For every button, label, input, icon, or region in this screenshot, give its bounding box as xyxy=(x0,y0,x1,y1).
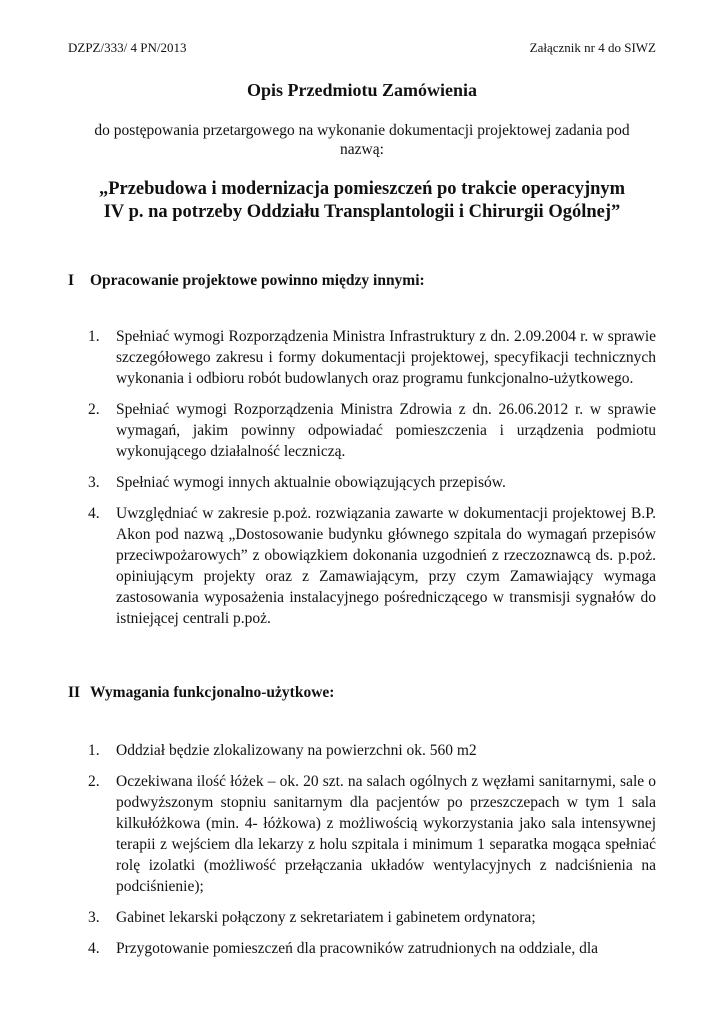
project-title-line-2: IV p. na potrzeby Oddziału Transplantologii i Chirurgii Ogólnej” xyxy=(103,202,621,222)
list-item-number: 1. xyxy=(88,328,100,345)
project-title-line-1: „Przebudowa i modernizacja pomieszczeń po trakcie operacyjnym xyxy=(98,179,626,199)
section-1-title: Opracowanie projektowe powinno między innymi: xyxy=(90,272,425,289)
section-2-list xyxy=(88,740,656,969)
document-reference: DZPZ/333/ 4 PN/2013 xyxy=(68,40,187,55)
section-2-heading xyxy=(68,684,334,702)
list-item-text: Gabinet lekarski połączony z sekretariatem i gabinetem ordynatora; xyxy=(116,909,536,926)
list-item-number: 3. xyxy=(88,474,100,491)
list-item xyxy=(88,472,656,493)
list-item xyxy=(88,326,656,389)
list-item-text: Spełniać wymogi innych aktualnie obowiązujących przepisów. xyxy=(116,474,506,491)
list-item-number: 2. xyxy=(88,401,100,418)
list-item-text: Spełniać wymogi Rozporządzenia Ministra Infrastruktury z dn. 2.09.2004 r. w sprawie szczegółowego zakresu i formy dokumentacji projektowej, specyfikacji technicznych wykonania i odbioru robót budowlanych oraz programu funkcjonalno-użytkowego. xyxy=(116,328,656,387)
list-item-text: Uwzględniać w zakresie p.poż. rozwiązania zawarte w dokumentacji projektowej B.P. Akon pod nazwą „Dostosowanie budynku głównego szpitala do wymagań przepisów przeciwpożarowych” z obowiązkiem dokonania uzgodnień z rzeczoznawcą ds. p.poż. opiniującym projekty oraz z Zamawiającym, przy czym Zamawiający wymaga zastosowania wyposażenia instalacyjnego pośredniczącego w transmisji sygnałów do istniejącej centrali p.poż. xyxy=(116,505,656,627)
section-1-number: I xyxy=(68,272,75,289)
list-item-text: Oddział będzie zlokalizowany na powierzchni ok. 560 m2 xyxy=(116,742,477,759)
list-item-text: Oczekiwana ilość łóżek – ok. 20 szt. na salach ogólnych z węzłami sanitarnymi, sale o podwyższonym stopniu sanitarnym dla pacjentów po przeszczepach w tym 1 sala kilkułóżkowa (min. 4- łóżkowa) z możliwością wykorzystania jako sala intensywnej terapii z wejściem dla lekarzy z holu szpitala i minimum 1 separatka mogąca spełniać rolę izolatki (możliwość przełączania układów wentylacyjnych z nadciśnienia na podciśnienie); xyxy=(116,773,656,895)
attachment-label: Załącznik nr 4 do SIWZ xyxy=(529,40,656,55)
section-1-list xyxy=(88,326,656,639)
list-item-number: 2. xyxy=(88,773,100,790)
document-title: Opis Przedmiotu Zamówienia xyxy=(247,80,477,100)
intro-text: do postępowania przetargowego na wykonanie dokumentacji projektowej zadania pod nazwą: xyxy=(94,122,630,158)
list-item-text: Spełniać wymogi Rozporządzenia Ministra Zdrowia z dn. 26.06.2012 r. w sprawie wymagań, jakim powinny odpowiadać pomieszczenia i urządzenia podmiotu wykonującego działalność leczniczą. xyxy=(116,401,656,460)
list-item-number: 3. xyxy=(88,909,100,926)
project-title xyxy=(60,178,664,224)
section-2-title: Wymagania funkcjonalno-użytkowe: xyxy=(90,684,335,701)
section-2-number: II xyxy=(68,684,81,701)
list-item-number: 4. xyxy=(88,505,100,522)
list-item xyxy=(88,907,656,928)
list-item xyxy=(88,771,656,897)
list-item xyxy=(88,399,656,462)
list-item-number: 4. xyxy=(88,940,100,957)
list-item xyxy=(88,503,656,629)
list-item-text: Przygotowanie pomieszczeń dla pracowników zatrudnionych na oddziale, dla xyxy=(116,940,599,957)
section-1-heading xyxy=(68,272,425,290)
list-item xyxy=(88,938,656,959)
list-item-number: 1. xyxy=(88,742,100,759)
list-item xyxy=(88,740,656,761)
